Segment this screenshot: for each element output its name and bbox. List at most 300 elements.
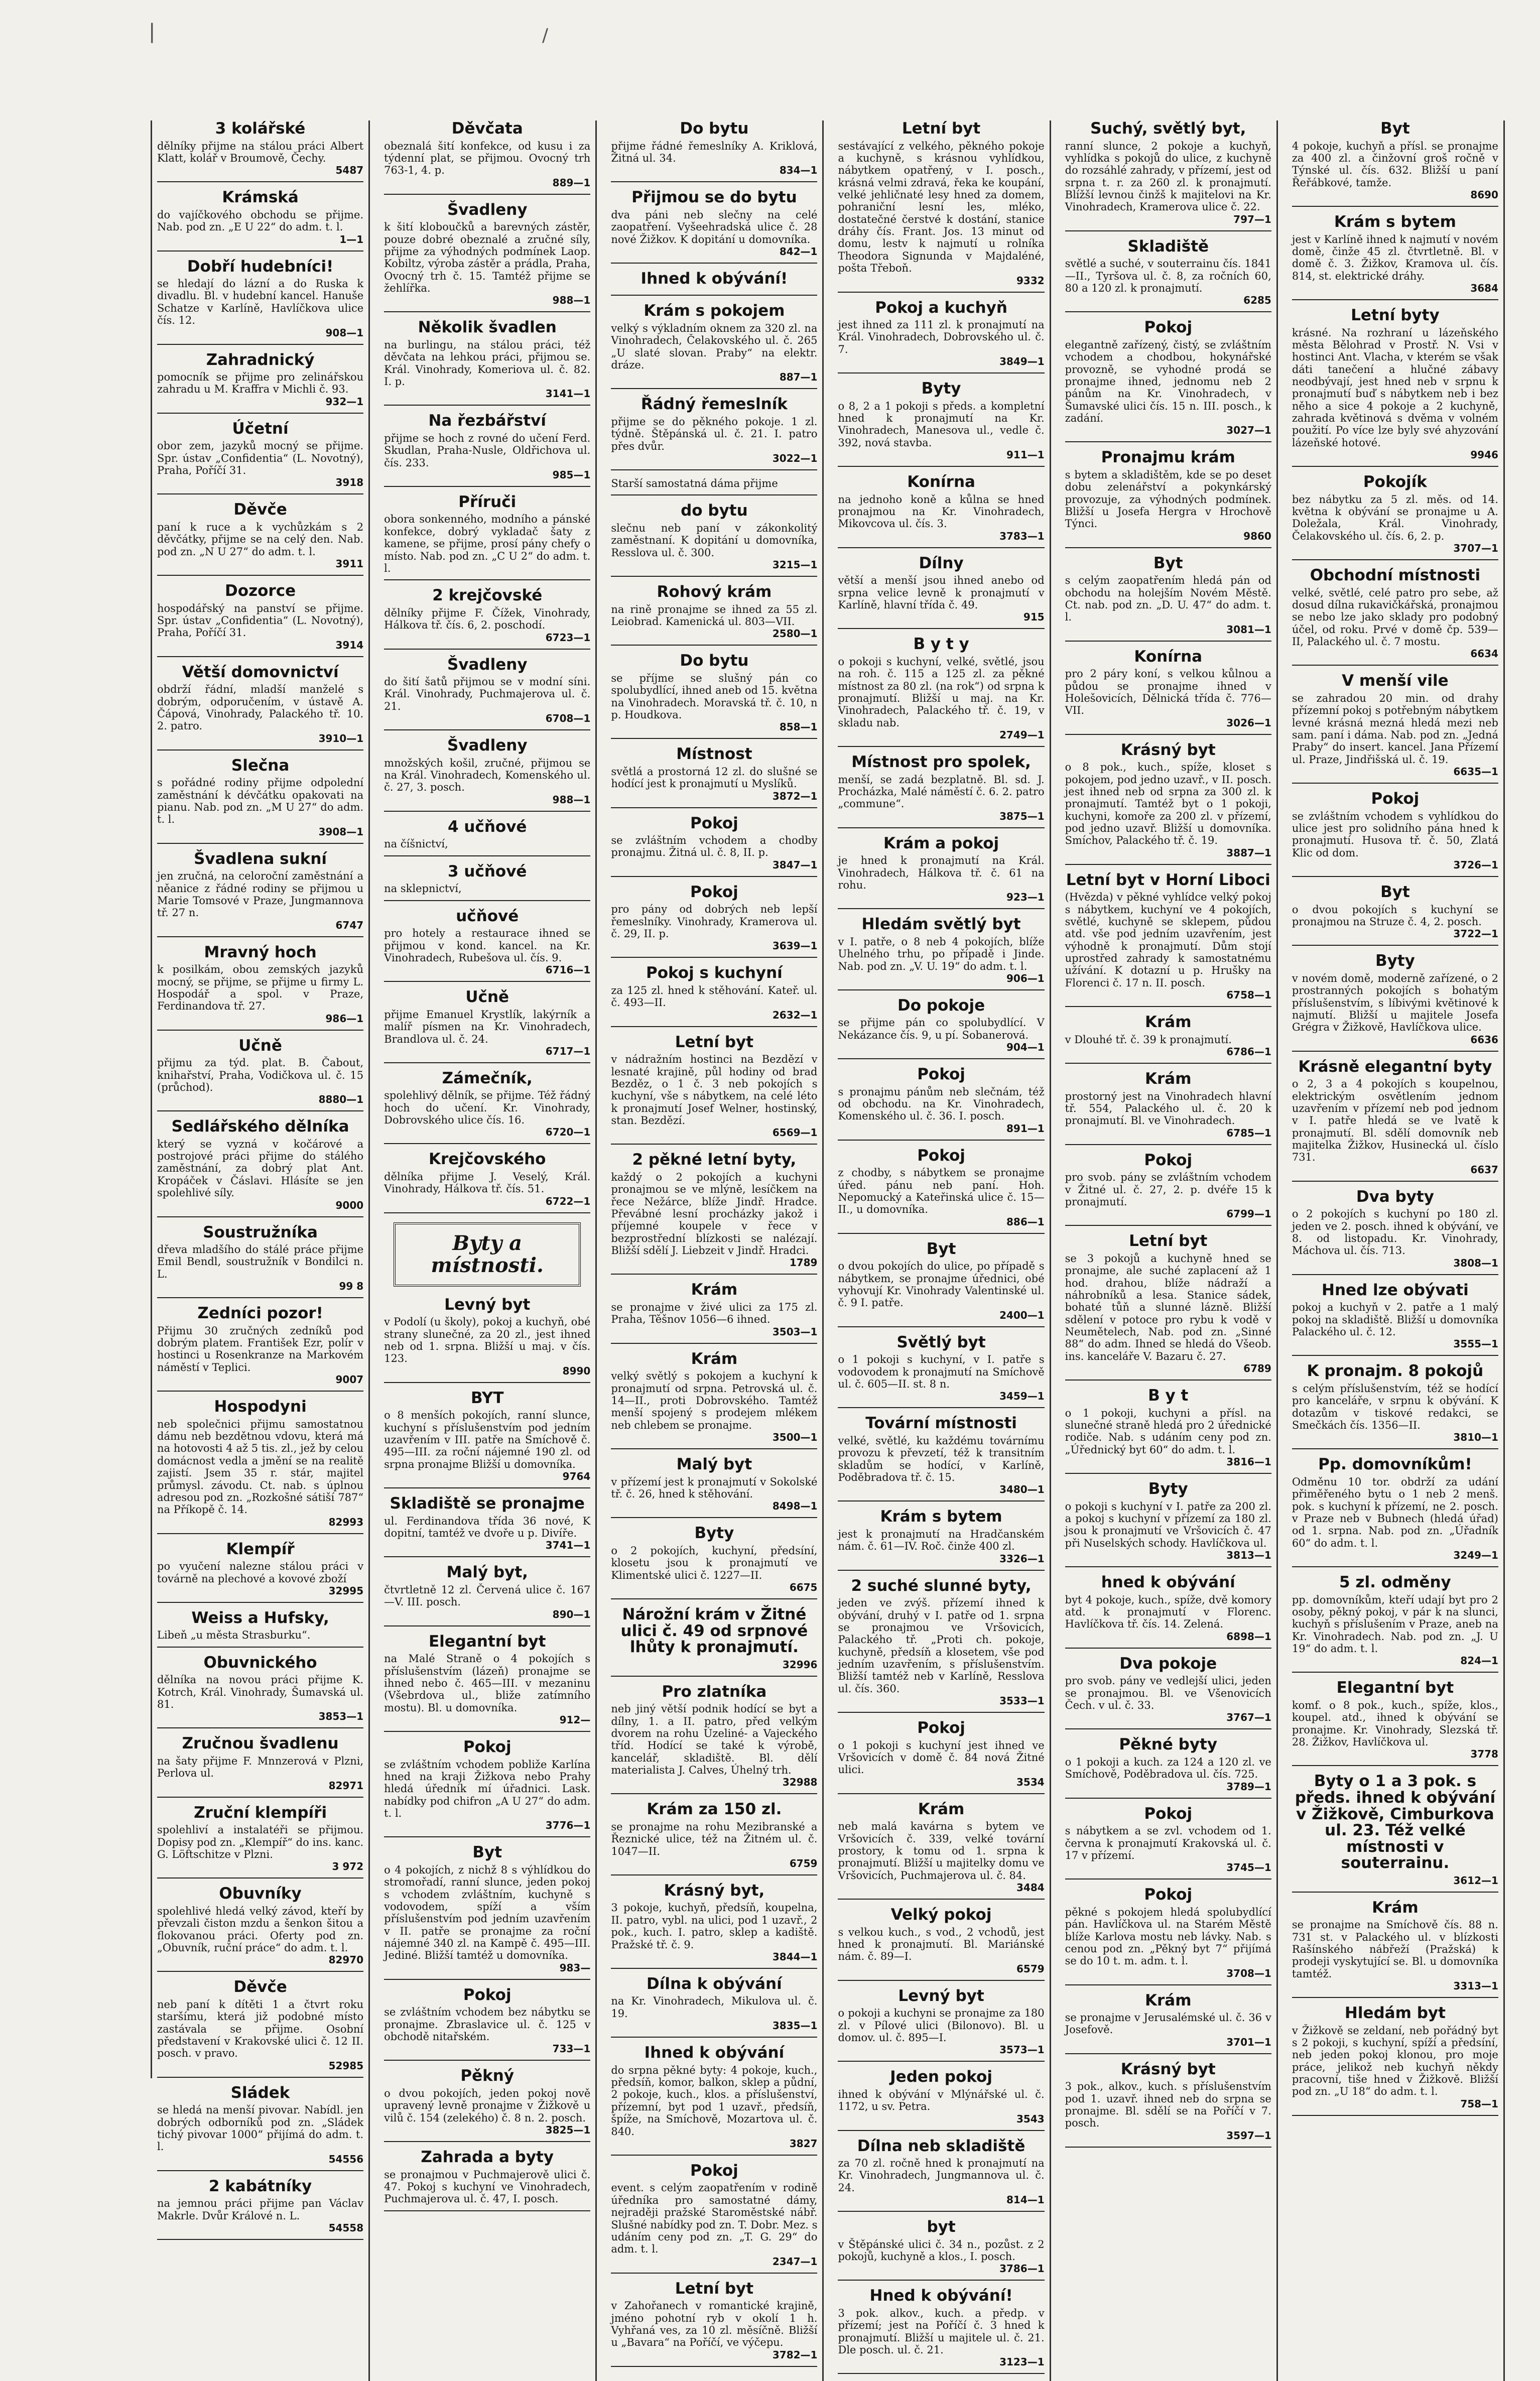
ad-heading: učňové — [456, 907, 519, 925]
classified-ad — [838, 120, 1044, 293]
ad-code: 2632—1 — [772, 1009, 818, 1021]
ad-code: 890—1 — [552, 1608, 591, 1620]
ad-code: 3911 — [335, 558, 364, 570]
ad-heading: Dozorce — [225, 582, 296, 600]
ad-code: 6717—1 — [545, 1045, 591, 1057]
ad-text: bez nábytku za 5 zl. měs. od 14. května k obývání se pronajme u A. Doležala, Král. Vinohrady, Čelakovského ul. čís. 6, 2. p. — [1292, 493, 1498, 542]
classified-ad — [1065, 1656, 1271, 1730]
ad-code: 8880—1 — [318, 1093, 364, 1106]
ad-text: dva páni neb slečny na celé zaopatření. Vyšeehradská ulice č. 28 nové Žižkov. K dopitání u domovníka. — [611, 208, 818, 245]
classified-ad — [384, 1297, 590, 1383]
classified-ad — [611, 884, 817, 958]
ad-code: 82993 — [328, 1516, 364, 1528]
ad-code: 6723—1 — [545, 631, 591, 644]
ad-heading: Účetní — [232, 419, 289, 438]
ad-heading: Byty o 1 a 3 pok. s předs. ihned k obývání v Žižkově, Cimburkova ul. 23. Též velké místnosti v souterrainu. — [1295, 1772, 1496, 1872]
classified-ad — [1292, 214, 1498, 300]
classified-ad — [157, 1805, 363, 1879]
classified-ad — [611, 2045, 817, 2156]
classified-ad — [611, 584, 817, 646]
classified-ad — [1292, 1456, 1498, 1567]
ad-heading: Jeden pokoj — [890, 2068, 992, 2086]
classified-ad — [384, 1739, 590, 1837]
classified-ad — [1292, 884, 1498, 946]
classified-ad — [157, 259, 363, 345]
ad-code: 3022—1 — [772, 452, 818, 465]
ad-code: 3543 — [1016, 2112, 1045, 2125]
ad-heading: K pronajm. 8 pokojů — [1307, 1362, 1484, 1381]
ad-heading: Pokoj — [690, 2161, 738, 2180]
ad-code: 3 972 — [332, 1860, 364, 1873]
classified-ad — [611, 396, 817, 470]
ad-text: obor zem, jazyků mocný se přijme. Spr. ústav „Confidentia“ (L. Novotný), Praha, Poříčí 31. — [157, 440, 364, 477]
ad-text: komf. o 8 pok., kuch., spíže, klos., koupel. atd., ihned k obývání se pronajme. Kr. Vinohrady, Slezská tř. 28. Žižkov, Havlíčkova ul. — [1292, 1699, 1498, 1748]
ad-heading: Pěkné byty — [1119, 1735, 1218, 1754]
ad-text: s nábytkem a se zvl. vchodem od 1. června k pronajmutí Krakovská ul. č. 17 v přízemí. — [1065, 1825, 1271, 1861]
classified-ad — [838, 2069, 1044, 2131]
ad-code: 3027—1 — [1226, 424, 1271, 437]
ad-heading: Zedníci pozor! — [197, 1304, 323, 1323]
classified-ad — [157, 1886, 363, 1972]
ad-code: 32995 — [328, 1584, 364, 1597]
ad-heading: BYT — [470, 1389, 504, 1407]
ad-text: v Podolí (u školy), pokoj a kuchyň, obé strany slunečné, za 20 zl., jest ihned neb od 1. srpna. Bližší u maj. v čís. 123. — [384, 1316, 591, 1365]
ad-code: 32988 — [782, 1776, 818, 1789]
ad-heading: hned k obývání — [1101, 1573, 1235, 1592]
ad-text: na burlingu, na stálou práci, též děvčata na lehkou práci, přijmou se. Král. Vinohrady, Komeriova ul. č. 82. I. p. — [384, 338, 591, 388]
classified-ad — [1292, 474, 1498, 560]
ad-heading: Švadleny — [447, 200, 528, 219]
classified-ad — [1065, 1736, 1271, 1798]
classified-ad — [157, 1399, 363, 1534]
ad-heading: Byt — [1380, 883, 1410, 902]
classified-ad — [157, 1224, 363, 1299]
ad-heading: Krásně elegantní byty — [1298, 1057, 1492, 1076]
ad-code: 3847—1 — [772, 858, 818, 871]
ad-text: o 1 pokoji s kuchyní jest ihned ve Vršovicích v domě č. 84 nová Žitné ulici. — [838, 1739, 1045, 1776]
classified-ad — [1065, 1152, 1271, 1226]
classified-ad — [157, 189, 363, 251]
classified-ad — [838, 997, 1044, 1059]
ad-code: 3249—1 — [1453, 1549, 1498, 1562]
classified-ad — [1065, 449, 1271, 548]
ad-heading: Pokoj a kuchyň — [875, 298, 1007, 317]
ad-text: na sklepnictví, — [384, 883, 462, 895]
ad-code: 932—1 — [325, 395, 364, 408]
ad-code: 3776—1 — [545, 1819, 591, 1832]
ad-code: 3816—1 — [1226, 1456, 1271, 1468]
ad-heading: do bytu — [681, 502, 748, 520]
ad-text: o pokoji a kuchyni se pronajme za 180 zl. v Pílové ulici (Bilonovo). Bl. u domov. ul. č. 895—I. — [838, 2007, 1045, 2044]
classified-ad — [1065, 742, 1271, 865]
ad-text: pro pány od dobrých neb lepší řemeslníky. Vinohrady, Kramerova ul. č. 29, II. p. — [611, 903, 818, 940]
ad-text: se zvláštním vchodem pobliže Karlína hned na kraji Žižkova nebo Prahy hledá úředník mí úřadnici. Lask. nabídky pod chifron „A U 27“ do adm. t. l. — [384, 1758, 591, 1819]
ad-heading: Pokoj — [1144, 318, 1193, 337]
ad-code: 3597—1 — [1226, 2129, 1271, 2142]
ad-code: 6634 — [1470, 648, 1498, 660]
ad-heading: Rohový krám — [657, 583, 772, 601]
ad-heading: Švadleny — [447, 736, 528, 755]
ad-text: do vajíčkového obchodu se přijme. Nab. pod zn. „E U 22“ do adm. t. l. — [157, 208, 364, 233]
classified-ad — [157, 352, 363, 414]
ad-heading: Byt — [926, 1239, 956, 1258]
classified-ad — [838, 1148, 1044, 1234]
ad-text: přijme Emanuel Krystlík, lakýrník a malíř písmen na Kr. Vinohradech, Brandlova ul. č. 24. — [384, 1008, 591, 1045]
classified-ad — [1065, 120, 1271, 231]
ad-text: přijmu za týd. plat. B. Čabout, knihařství, Praha, Vodičkova ul. č. 15 (průchod). — [157, 1057, 364, 1093]
ad-text: se pronajme v živé ulici za 175 zl. Praha, Těšnov 1056—6 ihned. — [611, 1301, 818, 1326]
ad-heading: Malý byt, — [446, 1563, 528, 1582]
ad-heading: Děvče — [233, 1978, 287, 1996]
ad-code: 3910—1 — [318, 732, 364, 744]
ad-heading: 2 suché slunné byty, — [851, 1576, 1032, 1595]
ad-code: 6898—1 — [1226, 1630, 1271, 1643]
classified-ad — [838, 2138, 1044, 2212]
ad-text: o 2 pokojích s kuchyní po 180 zl. jeden ve 2. posch. ihned k obývání, ve 8. od listopadu. Kr. Vinohrady, Máchova ul. čís. 713. — [1292, 1208, 1498, 1257]
classified-ad — [157, 1541, 363, 1603]
ad-text: se pronajmou v Puchmajerově ulici č. 47. Pokoj s kuchyní ve Vinohradech, Puchmajerova ul. č. 47, I. posch. — [384, 2168, 591, 2205]
ad-code: 915 — [1023, 611, 1045, 623]
ad-heading: Pokoj — [917, 1146, 965, 1165]
ad-text: z chodby, s nábytkem se pronajme úřed. pánu neb paní. Hoh. Nepomucký a Kateřinská ulice č. 15—II., u domovníka. — [838, 1167, 1045, 1216]
classified-ad — [384, 908, 590, 982]
ad-text: na jemnou práci přijme pan Václav Makrle. Dvůr Králové n. L. — [157, 2197, 364, 2222]
classified-ad — [384, 819, 590, 856]
ad-code: 6758—1 — [1226, 989, 1271, 1001]
ad-code: 3786—1 — [999, 2263, 1045, 2275]
ad-heading: Mravný hoch — [204, 943, 317, 961]
ad-heading: Slečna — [231, 756, 290, 775]
ad-code: 891—1 — [1006, 1122, 1045, 1135]
ad-text: obeznalá šití konfekce, od kusu i za týdenní plat, se přijmou. Ovocný trh 763-1, 4. p. — [384, 140, 591, 177]
ad-code: 1789 — [789, 1257, 818, 1269]
column-5 — [1060, 120, 1278, 2381]
ad-text: s velkou kuch., s vod., 2 vchodů, jest hned k pronajmutí. Bl. Mariánské nám. č. 89—I. — [838, 1926, 1045, 1963]
ad-heading: Děvče — [233, 500, 287, 519]
ad-heading: B y t y — [913, 635, 969, 654]
ad-code: 1—1 — [339, 233, 364, 245]
ad-heading: Skladiště se pronajme — [390, 1494, 585, 1513]
classified-ad — [384, 1987, 590, 2061]
classified-ad — [611, 1351, 817, 1449]
ad-code: 6789 — [1243, 1362, 1271, 1375]
ad-heading: Letní byt — [675, 2279, 754, 2298]
ad-code: 3914 — [335, 639, 364, 651]
ad-heading: 2 pěkné letní byty, — [632, 1151, 797, 1169]
classified-ad — [611, 965, 817, 1027]
ad-text: množských košil, zručné, přijmou se na Král. Vinohradech, Komenského ul. č. 27, 3. posch. — [384, 757, 591, 794]
classified-ad — [838, 1509, 1044, 1570]
ad-heading: Tovární místnosti — [865, 1414, 1017, 1433]
ad-text: pokoj a kuchyň v 2. patře a 1 malý pokoj na skladiště. Bližší u domovníka Palackého ul. č. 12. — [1292, 1301, 1498, 1338]
ad-code: 5487 — [335, 164, 364, 177]
classified-ad — [1292, 1363, 1498, 1449]
ad-code: 9946 — [1470, 449, 1498, 461]
column-4 — [833, 120, 1051, 2381]
ad-heading: Hned lze obývati — [1322, 1281, 1469, 1299]
classified-ad — [1292, 1900, 1498, 1998]
ad-code: 6785—1 — [1226, 1126, 1271, 1139]
ad-heading: Zručnou švadlenu — [182, 1734, 339, 1753]
ad-heading: Ihned k obývání! — [640, 269, 788, 288]
classified-ad — [611, 1152, 817, 1275]
ad-code: 904—1 — [1006, 1041, 1045, 1054]
ad-heading: 4 učňové — [448, 817, 527, 836]
ad-text: v Dlouhé tř. č. 39 k pronajmutí. — [1065, 1033, 1232, 1046]
ad-heading: Pokoj — [1144, 1804, 1193, 1823]
ad-text: za 70 zl. ročně hned k pronajmutí na Kr. Vinohradech, Jungmannova ul. č. 24. — [838, 2157, 1045, 2194]
ad-code: 82971 — [328, 1779, 364, 1792]
ad-code: 3701—1 — [1226, 2036, 1271, 2048]
classified-ad — [611, 303, 817, 389]
ad-code: 3778 — [1470, 1748, 1498, 1761]
classified-ad — [1292, 120, 1498, 207]
ad-code: 3459—1 — [999, 1390, 1045, 1403]
ad-code: 889—1 — [552, 176, 591, 189]
ad-code: 824—1 — [1460, 1655, 1498, 1667]
ad-code: 6569—1 — [772, 1126, 818, 1139]
classified-ad — [384, 2149, 590, 2211]
ad-heading: Větší domovnictví — [182, 663, 339, 681]
ad-heading: Ihned k obývání — [644, 2044, 785, 2062]
ad-code: 911—1 — [1006, 449, 1045, 461]
ad-heading: Skladiště — [1127, 237, 1209, 256]
ad-text: byt 4 pokoje, kuch., spíže, dvě komory atd. k pronajmutí v Florenc. Havlíčkova tř. čís. 14. Zelená. — [1065, 1593, 1271, 1631]
classified-ad — [384, 202, 590, 313]
classified-ad — [1292, 307, 1498, 467]
ad-code: 3326—1 — [999, 1552, 1045, 1565]
ad-heading: Sládek — [230, 2083, 290, 2102]
classified-ad — [157, 120, 363, 182]
ad-text: jeden ve zvýš. přízemí ihned k obývání, druhý v I. patře od 1. srpna se pronajmou ve Vršovicích, Palackého tř. „Proti ch. pokoje, kuchyně, předsíň a klosetem, vše pod jedním uzavřením, s příslušenstvím. Bližší tamtéž neb v Karlíně, Resslova ul. čís. 360. — [838, 1597, 1045, 1695]
ad-text: po vyučení nalezne stálou práci v továrně na plechové a kovové zboží — [157, 1560, 364, 1585]
ad-heading: Do bytu — [680, 652, 749, 670]
classified-ad — [611, 2281, 817, 2367]
ad-code: 887—1 — [779, 371, 818, 384]
ad-heading: Pp. domovníkům! — [1318, 1455, 1472, 1474]
ad-code: 842—1 — [779, 245, 818, 258]
ad-heading: Krám — [691, 1281, 738, 1299]
ad-code: 3612—1 — [1453, 1874, 1498, 1887]
classified-ads-page — [151, 119, 1505, 2368]
ad-code: 3534 — [1016, 1776, 1045, 1788]
classified-ad — [838, 754, 1044, 828]
classified-ad — [384, 494, 590, 580]
ad-code: 3908—1 — [318, 825, 364, 838]
ad-text: s celým příslušenstvím, též se hodící pro kanceláře, v srpnu k obývání. K dotazům v tiskové redakci, se Smečkách čís. 1356—II. — [1292, 1382, 1498, 1432]
ad-heading: 2 krejčovské — [432, 586, 543, 605]
ad-code: 6720—1 — [545, 1126, 591, 1139]
ad-code: 758—1 — [1460, 2097, 1498, 2110]
classified-ad — [384, 319, 590, 406]
ad-text: s celým zaopatřením hledá pán od obchodu na holejším Novém Městě. Ct. nab. pod zn. „D. U. 47“ do adm. t. l. — [1065, 574, 1271, 623]
ad-text: o 1 pokoji, kuchyni a přísl. na slunečné straně hledá pro 2 úřednické rodiče. Nab. s udáním ceny pod zn. „Úřednický byt 60“ do adm. t. l. — [1065, 1407, 1271, 1456]
classified-ad — [611, 477, 817, 495]
ad-code: 923—1 — [1006, 891, 1045, 904]
ad-code: 3533—1 — [999, 1695, 1045, 1707]
classified-ad — [1292, 2005, 1498, 2116]
classified-ad — [157, 1305, 363, 1392]
ad-code: 3808—1 — [1453, 1257, 1498, 1269]
ad-heading: Pokoj — [917, 1719, 965, 1737]
ad-code: 6786—1 — [1226, 1046, 1271, 1058]
classified-ad — [1065, 2061, 1271, 2148]
ad-code: 8498—1 — [772, 1500, 818, 1513]
ad-text: se zvláštním vchodem s vyhlídkou do ulice jest pro solidního pána hned k pronajmutí. Husova tř. č. 50, Zlatá Klic od dom. — [1292, 810, 1498, 859]
ad-text: o 1 pokoji a kuch. za 124 a 120 zl. ve Smíchově, Poděbradova ul. čís. 725. — [1065, 1756, 1271, 1781]
ad-text: paní k ruce a k vychůzkám s 2 děvčátky, přijme se na celý den. Nab. pod zn. „N U 27“ do adm. t. l. — [157, 521, 364, 558]
ad-code: 3825—1 — [545, 2123, 591, 2136]
ad-text: dělníka na novou práci přijme K. Kotrch, Král. Vinohrady, Šumavská ul. 81. — [157, 1674, 364, 1711]
ad-text: se hledá na menší pivovar. Nabídl. jen dobrých odborníků pod zn. „Sládek tichý pivovar 1000“ přijímá do adm. t. l. — [157, 2104, 364, 2153]
ad-heading: Dílna neb skladiště — [857, 2137, 1025, 2155]
ad-text: světlé a suché, v souterrainu čís. 1841—II., Tyršova ul. č. 8, za ročních 60, 80 a 120 zl. k pronajmutí. — [1065, 258, 1271, 294]
classified-ad — [838, 1907, 1044, 1981]
classified-ad — [384, 657, 590, 731]
ad-code: 8990 — [562, 1364, 591, 1377]
ad-text: na šaty přijme F. Mnnzerová v Plzni, Perlova ul. — [157, 1755, 364, 1780]
ad-text: obora sonkenného, modního a pánské konfekce, dobrý vykladač šaty z kamene, se přijme, prosí pány chefy o místo. Nab. pod zn. „C U 2“ do adm. t. l. — [384, 513, 591, 574]
ad-text: jest v Karlíně ihned k najmutí v novém domě, činže 45 zl. čtvrtletně. Bl. v domě č. 3. Žižkov, Kramova ul. čís. 814, st. elektrické dráhy. — [1292, 233, 1498, 282]
ad-heading: Obuvníky — [219, 1885, 302, 1903]
ad-heading: Obuvnického — [203, 1653, 317, 1672]
classified-ad — [1065, 1887, 1271, 1985]
ad-code: 2400—1 — [999, 1309, 1045, 1321]
ad-code: 3844—1 — [772, 1950, 818, 1963]
ad-text: pro svob. pány ve vedlejší ulici, jeden se pronajmou. Bl. ve Všenovicích Čech. v ul. č. 33. — [1065, 1675, 1271, 1711]
classified-ad — [1065, 1233, 1271, 1381]
ad-text: se hledají do lázní a do Ruska k divadlu. Bl. v hudební kancel. Hanuše Schatze v Karlíně, Havlíčkova ulice čís. 12. — [157, 278, 364, 327]
ad-text: slečnu neb paní v zákonkolitý zaměstnaní. K dopitání u domovníka, Resslova ul. č. 300. — [611, 522, 818, 559]
column-1 — [152, 120, 370, 2381]
classified-ad — [1292, 1282, 1498, 1356]
classified-ad — [838, 1801, 1044, 1900]
classified-ad — [157, 1038, 363, 1112]
ad-heading: Hledám byt — [1344, 2004, 1446, 2023]
ad-text: se zvláštním vchodem a chodby pronajmu. Žitná ul. č. 8, II. p. — [611, 834, 818, 859]
ad-heading: Sedlářského dělníka — [171, 1117, 349, 1136]
ad-code: 6722—1 — [545, 1195, 591, 1207]
ad-text: dělníky přijme F. Čížek, Vinohrady, Hálkova tř. čís. 6, 2. poschodí. — [384, 606, 591, 632]
ad-text: ul. Ferdinandova třída 36 nové, K dopitní, tamtéž ve dvoře u p. Divíře. — [384, 1515, 591, 1539]
ad-text: prostorný jest na Vinohradech hlavní tř. 554, Palackého ul. č. 20 k pronajmutí. Bl. ve Vinohradech. — [1065, 1090, 1271, 1127]
ad-heading: Velký pokoj — [890, 1906, 992, 1924]
ad-code: 983— — [559, 1961, 591, 1974]
ad-text: o 2 pokojích, kuchyní, předsíní, klosetu jsou k pronajmutí ve Klimentské ulici č. 1227—II. — [611, 1544, 818, 1581]
classified-ad — [611, 653, 817, 739]
ad-text: neb paní k dítěti 1 a čtvrt roku staršímu, která již podobné místo zastávala se přijme. Osobní představení v Krakovské ulici č. 12 II. posch. v pravo. — [157, 1998, 364, 2060]
ad-heading: Soustružníka — [203, 1223, 318, 1241]
classified-ad — [611, 1976, 817, 2038]
ad-text: se pronajme v Jerusalémské ul. č. 36 v Josefově. — [1065, 2012, 1271, 2036]
ad-code: 985—1 — [552, 468, 591, 481]
ad-code: 814—1 — [1006, 2194, 1045, 2206]
ad-text: v Žižkově se zeldaní, neb pořádný byt s 2 pokoji, s kuchyní, spíží a předsíní, neb jeden pokoj klonou, pro moje práce, jelikož neb kuchyň někdy pracovní, tiše hned v Žižkově. Bližší pod zn. „U 18“ do adm. t. l. — [1292, 2024, 1498, 2098]
ad-code: 6285 — [1243, 294, 1271, 307]
ad-text: každý o 2 pokojích a kuchyni pronajmou se ve mlýně, lesíčkem na řece Nežárce, blíže Jindř. Hradce. Převábné lesní procházky jakož i příjemné koupele v řece v bezprostřední blízkosti se nalézají. Bližší sdělí J. Liebzeit v Jindř. Hradci. — [611, 1171, 818, 1257]
classified-ad — [611, 189, 817, 264]
ad-text: ranní slunce, 2 pokoje a kuchyň, vyhlídka s pokojů do ulice, z kuchyně do rozsáhlé zahrady, v přízemí, jest od srpna t. r. za 260 zl. k pronajmutí. Blížší levnou činžš k majitelovi na Kr. Vinohradech, Kramerova ulice č. 22. — [1065, 140, 1271, 213]
ad-heading: Místnost pro spolek, — [851, 753, 1031, 772]
classified-ad — [611, 1801, 817, 1875]
ad-code: 3813—1 — [1226, 1549, 1271, 1562]
classified-ad — [838, 555, 1044, 630]
classified-ad — [157, 2178, 363, 2240]
ad-text: o 8, 2 a 1 pokoji s předs. a kompletní hned k pronajmutí na Kr. Vinohradech, Manesova ul., vedle č. 392, nová stavba. — [838, 400, 1045, 449]
classified-ad — [1065, 1071, 1271, 1145]
ad-code: 3708—1 — [1226, 1967, 1271, 1979]
ad-heading: Levný byt — [898, 1986, 984, 2005]
classified-ad — [1065, 1388, 1271, 1474]
classified-ad — [1065, 555, 1271, 642]
ad-heading: Elegantní byt — [428, 1632, 546, 1651]
ad-code: 3141—1 — [545, 388, 591, 400]
classified-ad — [1292, 673, 1498, 784]
ad-code: 3081—1 — [1226, 623, 1271, 636]
ad-text: o pokoji s kuchyní v I. patře za 200 zl. a pokoj s kuchyní v přízemí za 180 zl. jsou k pronajmutí ve Vršovicích č. 47 při Nuselských schody. Havlíčkova ul. — [1065, 1500, 1271, 1549]
classified-ad — [1292, 1059, 1498, 1182]
ad-heading: Pokoj s kuchyní — [646, 964, 783, 982]
classified-ad — [611, 120, 817, 182]
ad-heading: Pokoj — [690, 814, 738, 832]
ad-text: pro svob. pány se zvláštním vchodem v Žitné ul. č. 27, 2. p. dvéře 15 k pronajmutí. — [1065, 1171, 1271, 1208]
ad-text: pomocník se přijme pro zelinářskou zahradu u M. Kraffra v Michli č. 93. — [157, 371, 364, 396]
ad-text: do šití šatů přijmou se v modní síni. Král. Vinohrady, Puchmajerova ul. č. 21. — [384, 676, 591, 712]
classified-ad — [838, 2219, 1044, 2281]
ad-text: v novém domě, moderně zařízené, o 2 prostranných pokojích s bohatým příslušenstvím, s líbivými květinové k najmutí. Bližší u majitele Josefa Grégra v Žižkově, Havlíčkova ulice. — [1292, 972, 1498, 1034]
classified-ad — [1065, 649, 1271, 735]
ad-code: 3503—1 — [772, 1325, 818, 1338]
ad-text: o pokoji s kuchyní, velké, světlé, jsou na roh. č. 115 a 125 zl. za pěkné místnost za 80 zl. (na rok“) od srpna k pronajmutí. Bližší u maj. na Kr. Vinohradech, Palackého tř. č. 19, v skladu nab. — [838, 655, 1045, 729]
ad-text: o 2, 3 a 4 pokojích s koupelnou, elektrickým osvětlením jednom uzavřením v přízemí neb pod jednom v I. patře hledá se ve lvatě k pronajmutí. Bl. sdělí domovník neb majitelka Žižkov, Husinecká ul. číslo 731. — [1292, 1078, 1498, 1164]
classified-ad — [1065, 238, 1271, 313]
ad-code: 6708—1 — [545, 712, 591, 725]
ad-text: přijme se hoch z rovné do učení Ferd. Skudlan, Praha-Nusle, Oldřichova ul. čís. 233. — [384, 432, 591, 469]
classified-ad — [611, 1282, 817, 1343]
classified-ad — [157, 1610, 363, 1648]
ad-text: o dvou pokojích, jeden pokoj nově upravený levně pronajme v Žižkově u vilů č. 154 (zelekého) č. 8 n. 2. posch. — [384, 2087, 591, 2124]
ad-heading: Dva byty — [1356, 1187, 1434, 1206]
classified-ad — [838, 300, 1044, 374]
ad-code: 3726—1 — [1453, 859, 1498, 871]
ad-text: jest k pronajmutí na Hradčanském nám. č. 61—IV. Roč. činže 400 zl. — [838, 1528, 1045, 1553]
classified-ad — [838, 1578, 1044, 1713]
ad-code: 912— — [559, 1713, 591, 1726]
ad-text: velké, světlé, ku každému továrnímu provozu k převzetí, též k transitním skladům se hodící, v Karlíně, Poděbradova tř. č. 15. — [838, 1434, 1045, 1484]
ad-heading: Místnost — [676, 745, 752, 764]
column-3 — [606, 120, 824, 2381]
classified-ad — [157, 851, 363, 937]
ad-heading: Byty — [1375, 952, 1415, 970]
ad-code: 8690 — [1470, 188, 1498, 201]
ad-code: 3484 — [1016, 1882, 1045, 1894]
classified-ad — [384, 863, 590, 901]
ad-heading: Dílny — [919, 554, 964, 572]
ad-code: 886—1 — [1006, 1215, 1045, 1228]
ad-heading: Krám — [1144, 1991, 1192, 2010]
ad-code: 3835—1 — [772, 2020, 818, 2032]
ad-text: menší, se zadá bezplatně. Bl. sd. J. Procházka, Malé náměstí č. 6. 2. patro „commune“. — [838, 773, 1045, 810]
classified-ad — [838, 1241, 1044, 1327]
ad-heading: Elegantní byt — [1336, 1679, 1454, 1697]
ad-text: na Malé Straně o 4 pokojích s příslušenstvím (lázeň) pronajme se ihned nebo č. 465—III. v mezaninu (Všebrdova ul., bliže zatímního mostu). Bl. u domovníka. — [384, 1653, 591, 1714]
ad-code: 3918 — [335, 476, 364, 489]
ad-code: 54556 — [328, 2153, 364, 2165]
classified-ad — [1065, 1481, 1271, 1567]
classified-ad — [611, 2163, 817, 2274]
ad-text: na jednoho koně a kůlna se hned pronajmou na Kr. Vinohradech, Mikovcova ul. čís. 3. — [838, 493, 1045, 530]
classified-ad — [611, 1034, 817, 1145]
